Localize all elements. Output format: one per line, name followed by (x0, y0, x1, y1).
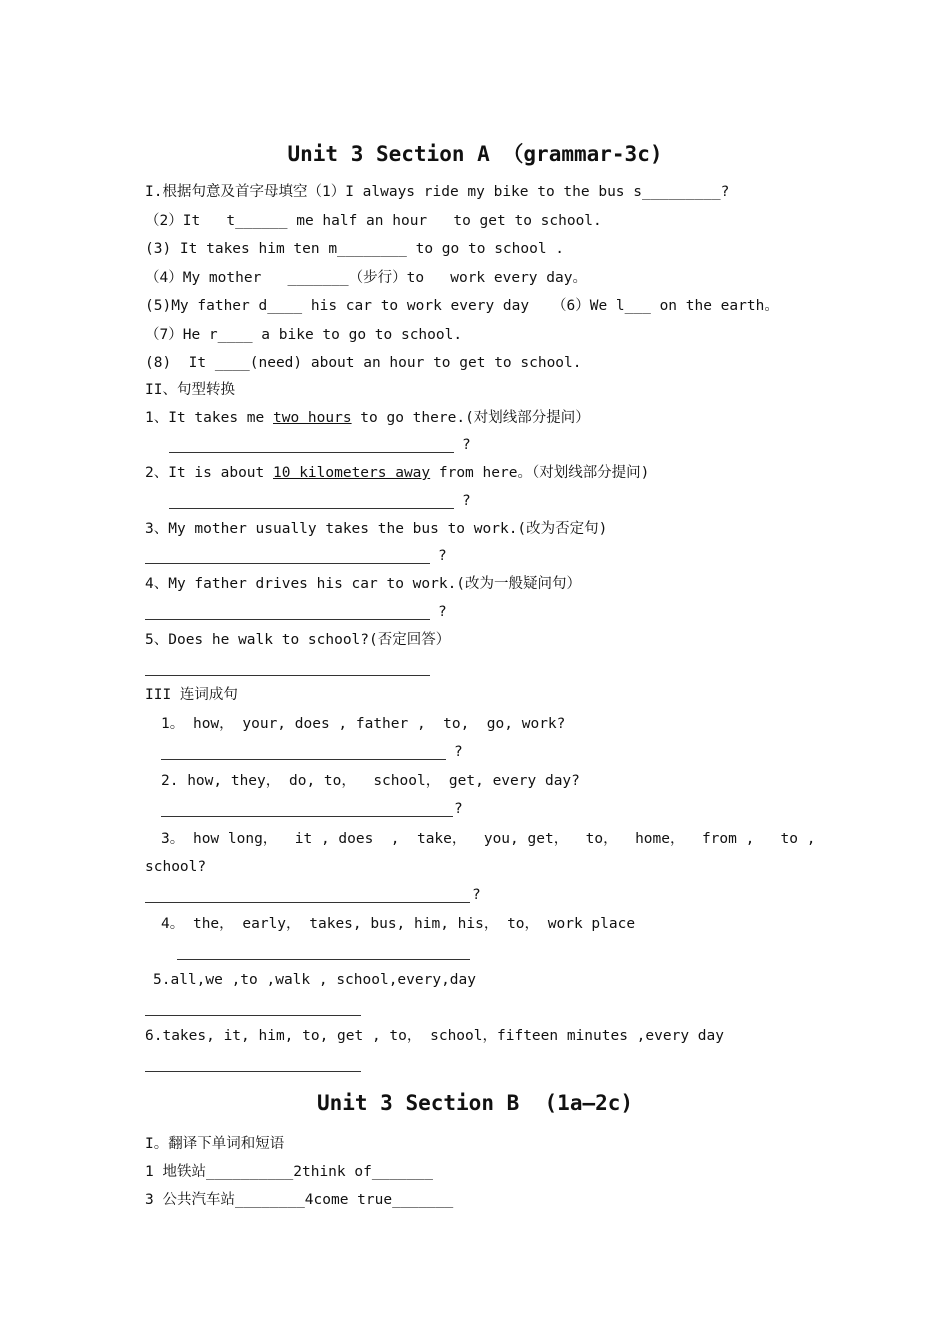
section-b-heading: I。翻译下单词和短语 (145, 1136, 285, 1152)
part2-q4: 4、My father drives his car to work.(改为一般疑问句） (145, 576, 582, 592)
part3-q1: 1。 how， your, does , father , to, go, work? (161, 716, 566, 732)
question-mark: ? (454, 744, 463, 760)
section-b-line1: 1 地铁站__________2think of_______ (145, 1164, 433, 1180)
part1-q2: （2）It t______ me half an hour to get to school. (145, 213, 602, 229)
part1-q6: （6）We l___ on the earth。 (552, 298, 779, 314)
answer-blank[interactable] (145, 902, 470, 903)
answer-blank[interactable] (161, 816, 453, 817)
part1-q8: (8) It ____(need) about an hour to get to school. (145, 355, 582, 371)
question-mark: ? (462, 493, 471, 509)
question-mark: ? (454, 801, 463, 817)
answer-blank[interactable] (145, 563, 430, 564)
part3-q3-line2: school? (145, 859, 207, 875)
part2-q3: 3、My mother usually takes the bus to work.(改为否定句) (145, 521, 608, 537)
part3-q2: 2. how, they， do, to， school， get, every day? (161, 773, 580, 789)
answer-blank[interactable] (169, 452, 454, 453)
part1-q3: (3) It takes him ten m________ to go to school . (145, 241, 565, 257)
part2-q5: 5、Does he walk to school?(否定回答） (145, 632, 451, 648)
answer-blank[interactable] (145, 619, 430, 620)
part3-heading: III 连词成句 (145, 687, 238, 703)
underlined-phrase: 10 kilometers away (273, 465, 431, 481)
part1-q7: （7）He r____ a bike to go to school. (145, 327, 463, 343)
part2-q1: 1、It takes me two hours to go there.(对划线部分提问） (145, 410, 590, 426)
part3-q6: 6.takes, it, him, to, get , to， school，fifteen minutes ,every day (145, 1028, 724, 1044)
answer-blank[interactable] (161, 759, 446, 760)
answer-blank[interactable] (177, 959, 470, 960)
section-b-title: Unit 3 Section B (1a—2c) (316, 1091, 634, 1115)
section-b-line2: 3 公共汽车站________4come true_______ (145, 1192, 454, 1208)
underlined-phrase: two hours (273, 410, 352, 426)
section-a-title: Unit 3 Section A （grammar-3c) (287, 142, 663, 166)
answer-blank[interactable] (145, 675, 430, 676)
part1-heading-q1: I.根据句意及首字母填空（1）I always ride my bike to the bus s_________? (145, 184, 730, 200)
part3-q5: 5.all,we ,to ,walk , school,every,day (153, 972, 477, 988)
part2-heading: II、句型转换 (145, 382, 235, 398)
part2-q2: 2、It is about 10 kilometers away from here。（对划线部分提问) (145, 465, 650, 481)
question-mark: ? (438, 604, 447, 620)
part3-q3-line1: 3。 how long， it , does , take， you, get， to， home， from , to , (161, 831, 816, 847)
part1-q4: （4）My mother _______（步行）to work every day。 (145, 270, 587, 286)
part1-q5: (5)My father d____ his car to work every day (145, 298, 530, 314)
question-mark: ? (438, 548, 447, 564)
question-mark: ? (472, 887, 481, 903)
part3-q4: 4。 the， early， takes, bus, him, his， to， work place (161, 916, 636, 932)
answer-blank[interactable] (169, 508, 454, 509)
answer-blank[interactable] (145, 1015, 361, 1016)
question-mark: ? (462, 437, 471, 453)
answer-blank[interactable] (145, 1071, 361, 1072)
